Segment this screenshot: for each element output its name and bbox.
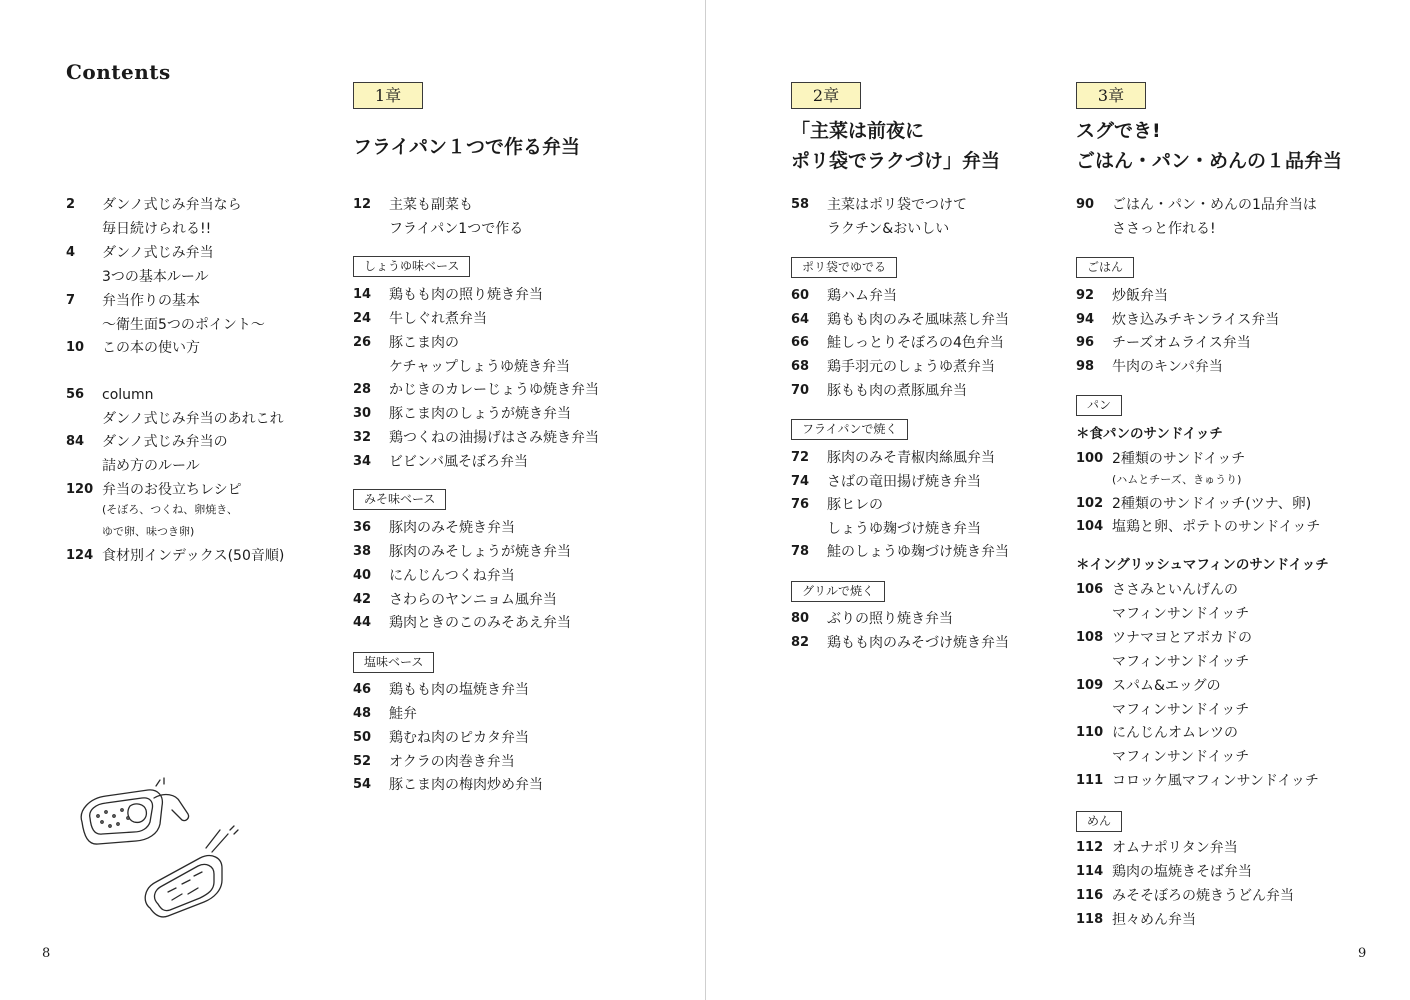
bento-illustration xyxy=(72,770,272,930)
entry-text: さばの竜田揚げ焼き弁当 xyxy=(827,474,981,490)
section-tag: フライパンで焼く xyxy=(791,419,908,440)
entry-text: 担々めん弁当 xyxy=(1112,912,1196,928)
entry-text: 弁当のお役立ちレシピ xyxy=(102,482,242,498)
page-ref: 124 xyxy=(66,548,94,563)
page-ref: 82 xyxy=(791,635,810,650)
entry-text: 牛肉のキンパ弁当 xyxy=(1112,359,1223,375)
entry-text: 2種類のサンドイッチ xyxy=(1112,451,1246,467)
entry-text: ささみといんげんの マフィンサンドイッチ xyxy=(1112,582,1250,622)
chapter-badge: 1章 xyxy=(353,82,423,109)
entry-text: 炒飯弁当 xyxy=(1112,288,1168,304)
page-ref: 30 xyxy=(353,406,372,421)
sub-heading: ＊食パンのサンドイッチ xyxy=(1076,426,1223,442)
page-ref: 54 xyxy=(353,777,372,792)
page-ref: 90 xyxy=(1076,197,1095,212)
entry-text: 鮭のしょうゆ麹づけ焼き弁当 xyxy=(827,544,1009,560)
entry-text: 牛しぐれ煮弁当 xyxy=(389,311,487,327)
entry-text: 炊き込みチキンライス弁当 xyxy=(1112,312,1280,328)
chapter-title: 「主菜は前夜に ポリ袋でラクづけ」弁当 xyxy=(791,120,1001,172)
entry-text: オムナポリタン弁当 xyxy=(1112,840,1238,856)
page-ref: 68 xyxy=(791,359,810,374)
page-ref: 106 xyxy=(1076,582,1104,597)
entry-text: かじきのカレーじょうゆ焼き弁当 xyxy=(389,382,599,398)
entry-text: 鶏つくねの油揚げはさみ焼き弁当 xyxy=(389,430,599,446)
entry-text: 弁当作りの基本 ～衛生面5つのポイント～ xyxy=(102,293,265,333)
chapter-badge: 2章 xyxy=(791,82,861,109)
entry-text: 主菜も副菜も フライパン1つで作る xyxy=(389,197,524,237)
page-ref: 2 xyxy=(66,197,76,212)
entry-text: さわらのヤンニョム風弁当 xyxy=(389,592,557,608)
page-ref: 114 xyxy=(1076,864,1104,879)
page-ref: 26 xyxy=(353,335,372,350)
page-ref: 42 xyxy=(353,592,372,607)
entry-text: ビビンバ風そぼろ弁当 xyxy=(389,454,529,470)
entry-text: 鶏もも肉のみそづけ焼き弁当 xyxy=(827,635,1009,651)
entry-text: 豚肉のみそ青椒肉絲風弁当 xyxy=(827,450,995,466)
page-ref: 109 xyxy=(1076,678,1104,693)
page-ref: 98 xyxy=(1076,359,1095,374)
entry-text: ぶりの照り焼き弁当 xyxy=(827,611,953,627)
page-ref: 38 xyxy=(353,544,372,559)
entry-text: 鶏肉の塩焼きそば弁当 xyxy=(1112,864,1252,880)
page-number: 9 xyxy=(1358,946,1367,961)
page-number: 8 xyxy=(42,946,51,961)
page-ref: 50 xyxy=(353,730,372,745)
page-ref: 60 xyxy=(791,288,810,303)
entry-text: にんじんオムレツの マフィンサンドイッチ xyxy=(1112,725,1250,765)
page-ref: 64 xyxy=(791,312,810,327)
entry-text: コロッケ風マフィンサンドイッチ xyxy=(1112,773,1319,789)
page-ref: 14 xyxy=(353,287,372,302)
page-ref: 70 xyxy=(791,383,810,398)
page-ref: 116 xyxy=(1076,888,1104,903)
page-ref: 56 xyxy=(66,387,85,402)
entry-text: チーズオムライス弁当 xyxy=(1112,335,1251,351)
entry-text: 豚こま肉の ケチャップしょうゆ焼き弁当 xyxy=(389,335,571,375)
entry-text: 豚ヒレの しょうゆ麹づけ焼き弁当 xyxy=(827,497,981,537)
entry-text: 鶏肉ときのこのみそあえ弁当 xyxy=(389,615,571,631)
section-tag: ごはん xyxy=(1076,257,1134,278)
entry-text: 鶏もも肉のみそ風味蒸し弁当 xyxy=(827,312,1009,328)
page-ref: 32 xyxy=(353,430,372,445)
page-ref: 76 xyxy=(791,497,810,512)
entry-text: 2種類のサンドイッチ(ツナ、卵) xyxy=(1112,496,1312,512)
entry-text: オクラの肉巻き弁当 xyxy=(389,754,515,770)
page-ref: 10 xyxy=(66,340,85,355)
page-ref: 40 xyxy=(353,568,372,583)
entry-text: 鶏手羽元のしょうゆ煮弁当 xyxy=(827,359,995,375)
entry-text: 鮭弁 xyxy=(389,706,417,722)
entry-text: 鮭しっとりそぼろの4色弁当 xyxy=(827,335,1004,351)
entry-text: (そぼろ、つくね、卵焼き、 ゆで卵、味つき卵) xyxy=(102,503,238,538)
section-tag: ポリ袋でゆでる xyxy=(791,257,897,278)
page-ref: 24 xyxy=(353,311,372,326)
page-ref: 110 xyxy=(1076,725,1104,740)
page-ref: 28 xyxy=(353,382,372,397)
page-ref: 4 xyxy=(66,245,76,260)
entry-text: ごはん・パン・めんの1品弁当は ささっと作れる! xyxy=(1112,197,1317,237)
entry-text: 主菜はポリ袋でつけて ラクチン&おいしい xyxy=(827,197,967,237)
entry-text: 塩鶏と卵、ポテトのサンドイッチ xyxy=(1112,519,1321,535)
entry-text: 豚肉のみそ焼き弁当 xyxy=(389,520,515,536)
page-ref: 118 xyxy=(1076,912,1104,927)
page-ref: 74 xyxy=(791,474,810,489)
chapter-title: フライパン１つで作る弁当 xyxy=(353,136,581,158)
entry-text: 食材別インデックス(50音順) xyxy=(102,548,285,564)
page-ref: 100 xyxy=(1076,451,1104,466)
contents-title: Contents xyxy=(66,60,171,84)
page-ref: 34 xyxy=(353,454,372,469)
entry-text: ダンノ式じみ弁当の 詰め方のルール xyxy=(102,434,228,474)
section-tag: パン xyxy=(1076,395,1122,416)
page-ref: 96 xyxy=(1076,335,1095,350)
page-ref: 46 xyxy=(353,682,372,697)
entry-text: 鶏むね肉のピカタ弁当 xyxy=(389,730,529,746)
entry-text: みそそぼろの焼きうどん弁当 xyxy=(1112,888,1294,904)
chapter-badge: 3章 xyxy=(1076,82,1146,109)
sub-heading: ＊イングリッシュマフィンのサンドイッチ xyxy=(1076,557,1329,573)
page-ref: 58 xyxy=(791,197,810,212)
page-ref: 108 xyxy=(1076,630,1104,645)
entry-text: 鶏もも肉の照り焼き弁当 xyxy=(389,287,543,303)
page-ref: 12 xyxy=(353,197,372,212)
entry-text: 豚肉のみそしょうが焼き弁当 xyxy=(389,544,571,560)
page-ref: 112 xyxy=(1076,840,1104,855)
page-ref: 66 xyxy=(791,335,810,350)
page-ref: 111 xyxy=(1076,773,1104,788)
section-tag: グリルで焼く xyxy=(791,581,885,602)
section-tag: みそ味ベース xyxy=(353,489,446,510)
page-ref: 72 xyxy=(791,450,810,465)
page-ref: 92 xyxy=(1076,288,1095,303)
page-ref: 52 xyxy=(353,754,372,769)
entry-text: 鶏もも肉の塩焼き弁当 xyxy=(389,682,529,698)
page-ref: 84 xyxy=(66,434,85,449)
entry-text: column ダンノ式じみ弁当のあれこれ xyxy=(102,387,284,427)
page-ref: 7 xyxy=(66,293,76,308)
page-ref: 102 xyxy=(1076,496,1104,511)
section-tag: 塩味ベース xyxy=(353,652,434,673)
entry-text: 豚こま肉のしょうが焼き弁当 xyxy=(389,406,571,422)
page-ref: 80 xyxy=(791,611,810,626)
entry-text: この本の使い方 xyxy=(102,340,200,356)
entry-text: (ハムとチーズ、きゅうり) xyxy=(1112,473,1242,486)
section-tag: しょうゆ味ベース xyxy=(353,256,470,277)
section-tag: めん xyxy=(1076,811,1122,832)
page-ref: 44 xyxy=(353,615,372,630)
page-ref: 78 xyxy=(791,544,810,559)
entry-text: 鶏ハム弁当 xyxy=(827,288,897,304)
entry-text: にんじんつくね弁当 xyxy=(389,568,515,584)
page-ref: 104 xyxy=(1076,519,1104,534)
page-ref: 36 xyxy=(353,520,372,535)
entry-text: ツナマヨとアボカドの マフィンサンドイッチ xyxy=(1112,630,1252,670)
right-page xyxy=(705,0,1410,1000)
entry-text: ダンノ式じみ弁当なら 毎日続けられる!! xyxy=(102,197,242,237)
entry-text: 豚こま肉の梅肉炒め弁当 xyxy=(389,777,543,793)
page-ref: 94 xyxy=(1076,312,1095,327)
page-ref: 120 xyxy=(66,482,94,497)
entry-text: スパム&エッグの マフィンサンドイッチ xyxy=(1112,678,1250,718)
chapter-title: スグでき! ごはん・パン・めんの１品弁当 xyxy=(1076,120,1343,172)
page-ref: 48 xyxy=(353,706,372,721)
entry-text: 豚もも肉の煮豚風弁当 xyxy=(827,383,967,399)
entry-text: ダンノ式じみ弁当 3つの基本ルール xyxy=(102,245,214,285)
